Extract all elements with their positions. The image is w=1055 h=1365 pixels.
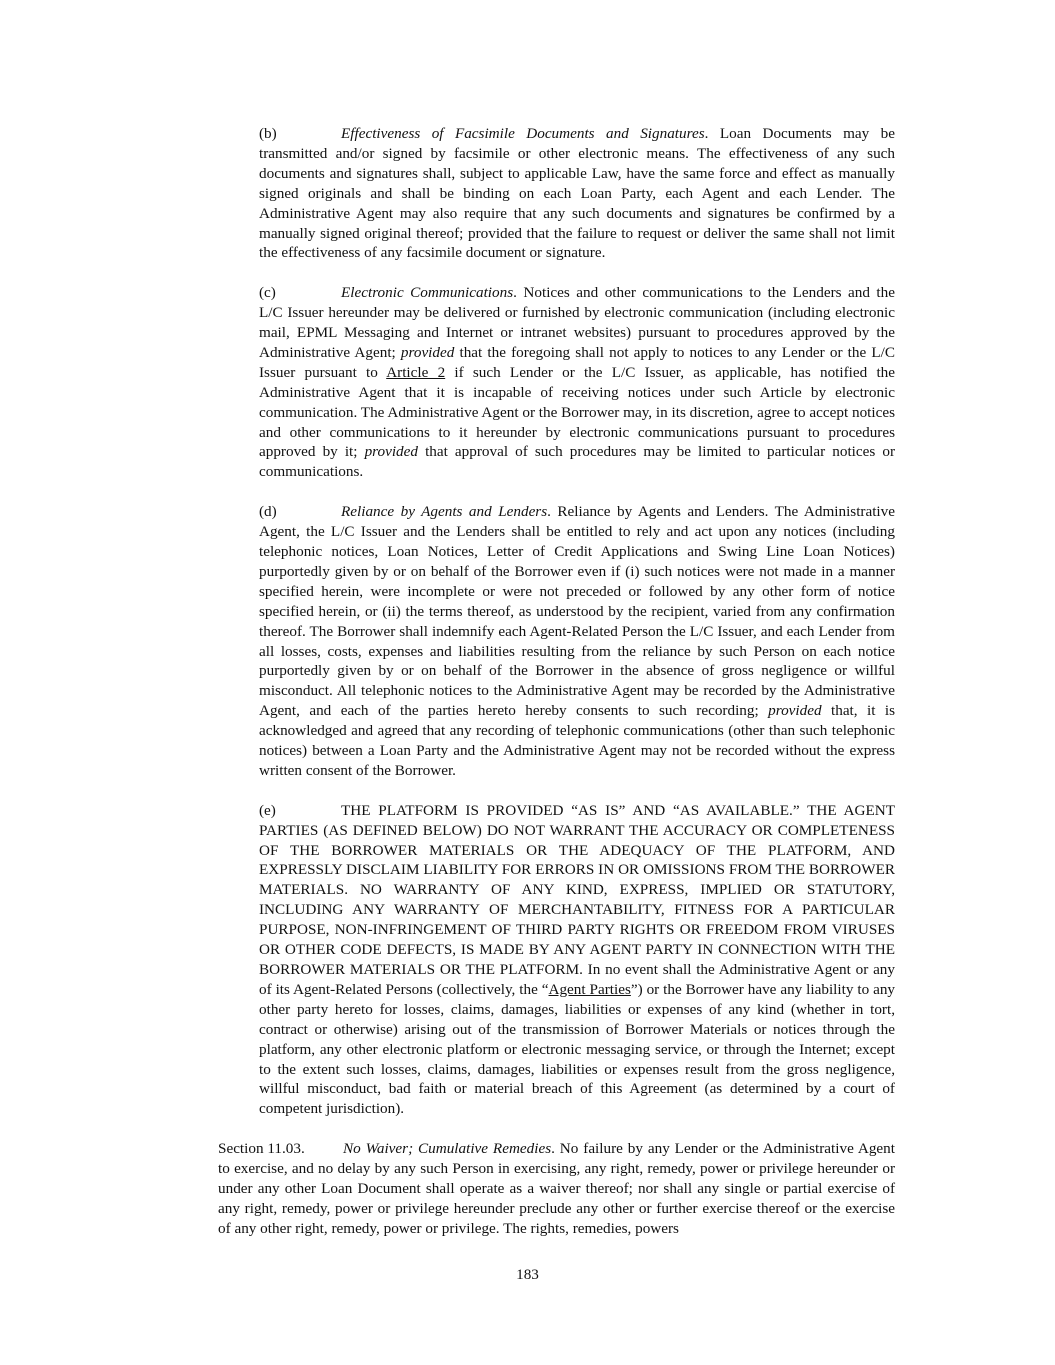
provided-term: provided	[400, 343, 455, 361]
paragraph-heading: Reliance by Agents and Lenders	[341, 503, 548, 521]
paragraph-text: that the foregoing shall not apply to notices to any Lender or the L/C Issuer pursuant to	[259, 343, 895, 381]
paragraph-text: . Loan Documents may be transmitted and/or signed by facsimile or other electronic means. The effectiveness of any such documents and signatures shall, subject to applicable Law, have the same force and effect as manually signed originals and shall be binding on each Loan Party, each Agent and each Lender. The Administrative Agent may also require that any such documents and signatures be confirmed by a manually signed original thereof; provided that the failure to request or deliver the same shall not limit the effectiveness of any facsimile document or signature.	[259, 125, 895, 262]
paragraph-heading: Electronic Communications	[341, 284, 514, 302]
paragraph-label: (d)	[259, 503, 277, 521]
paragraph-label: (c)	[259, 284, 276, 302]
paragraph-text: . Reliance by Agents and Lenders. The Administrative Agent, the L/C Issuer and the Lenders shall be entitled to rely and act upon any notices (including telephonic notices, Loan Notices, Letter of Credit Applications and Swing Line Loan Notices) purportedly given by or on behalf of the Borrower even if (i) such notices were not made in a manner specified herein, were incomplete or were not preceded or followed by any other form of notice specified herein, or (ii) the terms thereof, as understood by the recipient, varied from any confirmation thereof. The Borrower shall indemnify each Agent-Related Person the L/C Issuer, and each Lender from all losses, costs, expenses and liabilities resulting from the reliance by such Person on each notice purportedly given by or on behalf of the Borrower in the absence of gross negligence or willful misconduct. All telephonic notices to the Administrative Agent may be recorded by the Administrative Agent, and each of the parties hereto hereby consents to such recording;	[259, 503, 895, 720]
paragraph-d	[156, 502, 895, 781]
defined-term: Agent Parties	[548, 980, 631, 998]
provided-term: provided	[364, 443, 418, 461]
section-label: Section 11.03.	[218, 1140, 305, 1158]
paragraph-label: (b)	[259, 125, 277, 142]
paragraph-label: (e)	[259, 801, 276, 819]
paragraph-text: . No failure by any Lender or the Administrative Agent to exercise, and no delay by any such Person in exercising, any right, remedy, power or privilege hereunder or under any other Loan Document shall operate as a waiver thereof; nor shall any single or partial exercise of any right, remedy, power or privilege hereunder preclude any other or further exercise thereof or the exercise of any other right, remedy, power or privilege. The rights, remedies, powers	[218, 1140, 895, 1237]
paragraph-text: that, it is acknowledged and agreed that any recording of telephonic communications (other than such telephonic notices) between a Loan Party and the Administrative Agent may not be recorded without the express written consent of the Borrower.	[259, 702, 896, 779]
document-body	[156, 124, 895, 1239]
provided-term: provided	[768, 702, 822, 720]
paragraph-c	[156, 283, 895, 482]
paragraph-text: if such Lender or the L/C Issuer, as applicable, has notified the Administrative Agent that it is incapable of receiving notices under such Article by electronic communication. The Administrative Agent or the Borrower may, in its discretion, agree to accept notices and other communications to it hereunder by electronic communications pursuant to procedures approved by it;	[259, 363, 896, 461]
paragraph-text: ”) or the Borrower have any liability to any other party hereto for losses, claims, damages, liabilities or expenses of any kind (whether in tort, contract or otherwise) arising out of the transmission of Borrower Materials or notices through the platform, any other electronic platform or electronic messaging service, or through the Internet; except to the extent such losses, claims, damages, liabilities or expenses result from the gross negligence, willful misconduct, bad faith or material breach of this Agreement (as determined by a court of competent jurisdiction).	[259, 980, 896, 1118]
article-reference: Article 2	[386, 363, 446, 381]
paragraph-text: that approval of such procedures may be limited to particular notices or communications.	[259, 443, 895, 481]
page-number: 183	[516, 1266, 539, 1283]
paragraph-heading: Effectiveness of Facsimile Documents and Signatures	[341, 125, 705, 142]
section-heading: No Waiver; Cumulative Remedies	[343, 1140, 552, 1158]
paragraph-e	[156, 801, 895, 1120]
paragraph-b	[156, 124, 895, 263]
paragraph-text: . Notices and other communications to the Lenders and the L/C Issuer hereunder may be delivered or furnished by electronic communication (including electronic mail, EPML Messaging and Internet or intranet websites) pursuant to procedures approved by the Administrative Agent;	[259, 284, 895, 361]
section-11-03	[156, 1139, 895, 1239]
paragraph-text: THE PLATFORM IS PROVIDED “AS IS” AND “AS AVAILABLE.” THE AGENT PARTIES (AS DEFINED BELOW) DO NOT WARRANT THE ACCURACY OR COMPLETENESS OF THE BORROWER MATERIALS OR THE ADEQUACY OF THE PLATFORM, AND EXPRESSLY DISCLAIM LIABILITY FOR ERRORS IN OR OMISSIONS FROM THE BORROWER MATERIALS. NO WARRANTY OF ANY KIND, EXPRESS, IMPLIED OR STATUTORY, INCLUDING ANY WARRANTY OF MERCHANTABILITY, FITNESS FOR A PARTICULAR PURPOSE, NON-INFRINGEMENT OF THIRD PARTY RIGHTS OR FREEDOM FROM VIRUSES OR OTHER CODE DEFECTS, IS MADE BY ANY AGENT PARTY IN CONNECTION WITH THE BORROWER MATERIALS OR THE PLATFORM. In no event shall the Administrative Agent or any of its Agent-Related Persons (collectively, the “	[259, 801, 895, 998]
